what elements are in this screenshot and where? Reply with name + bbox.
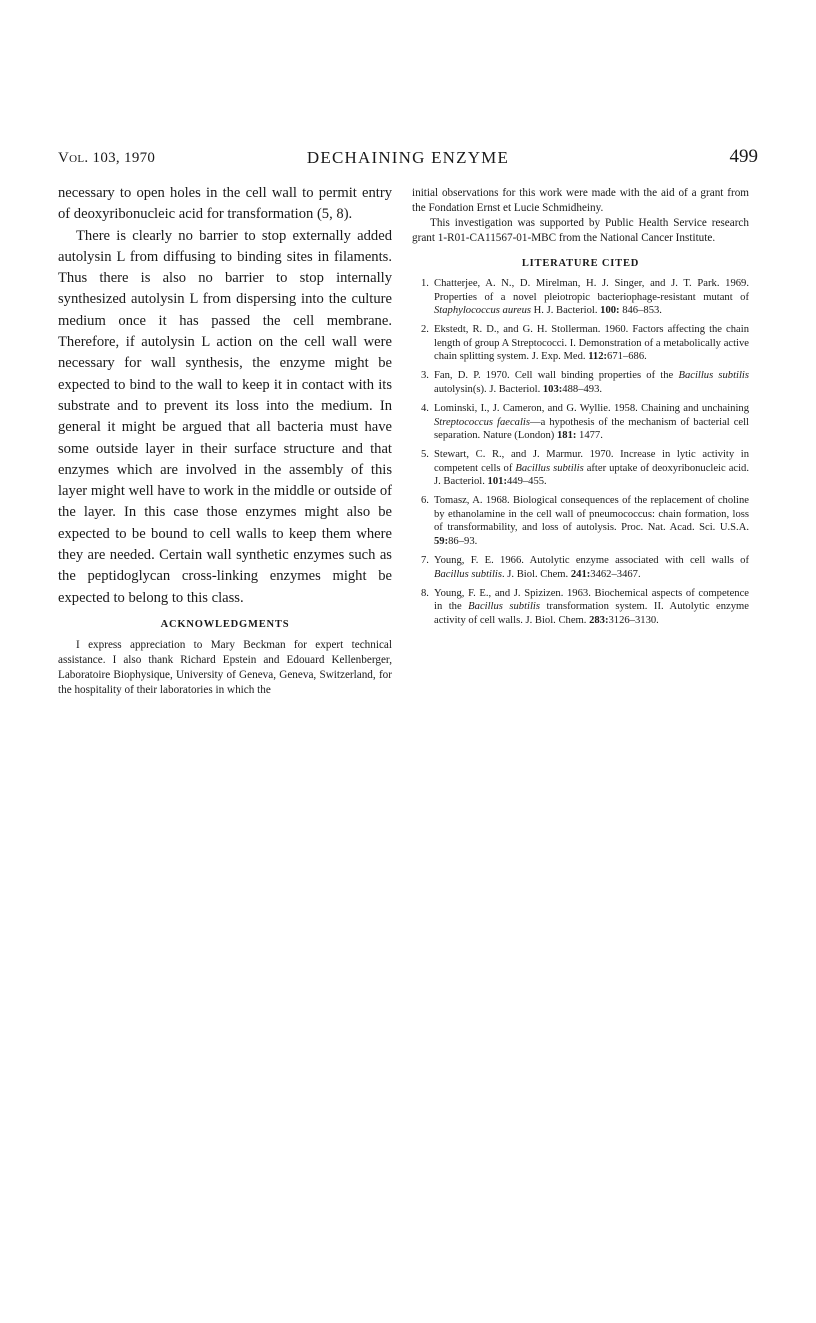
reference-item: 4. Lominski, I., J. Cameron, and G. Wyllie. 1958. Chaining and unchaining Streptococcus faecalis—a hypothesis of the mechanism of bacterial cell separation. Nature (London) 181: 1477. [421, 402, 749, 442]
acknowledgments-text: I express appreciation to Mary Beckman for expert technical assistance. I also thank Richard Epstein and Edouard Kellenberger, Laboratoire Biophysique, University of Geneva, Geneva, Switzerland, for the hospitality of their laboratories in which the [58, 638, 392, 696]
reference-item: 1. Chatterjee, A. N., D. Mirelman, H. J. Singer, and J. T. Park. 1969. Properties of a novel pleiotropic bacteriophage-resistant mutant of Staphylococcus aureus H. J. Bacteriol. 100: 846–853. [421, 278, 749, 317]
running-title: DECHAINING ENZYME [306, 148, 510, 167]
page-number: 499 [729, 146, 758, 167]
acknowledgments-heading: ACKNOWLEDGMENTS [160, 618, 290, 630]
reference-list [412, 277, 749, 627]
reference-item: 6. Tomasz, A. 1968. Biological consequences of the replacement of choline by ethanolamine in the cell wall of pneumococcus: chain formation, loss of transformability, and loss of autolysis. Proc. Nat. Acad. Sci. U.S.A. 59:86–93. [421, 495, 749, 548]
volume-number: 103, 1970 [92, 150, 156, 166]
body-paragraph-2: There is clearly no barrier to stop externally added autolysin L from diffusing to binding sites in filaments. Thus there is also no barrier to stop internally synthesized autolysin L from dispersing into the culture medium once it has passed the cell membrane. Therefore, if autolysin L action on the cell wall were necessary for wall synthesis, the enzyme might be expected to bind to the wall to keep it in contact with its substrate and to prevent its loss into the medium. In general it might be argued that all bacteria must have some outside layer in their surface structure and that enzymes which are involved in the assembly of this layer might well have to work in the middle or outside of the layer. In this case those enzymes might also be expected to be bound to cell walls to keep them where they are needed. Certain wall synthetic enzymes such as the peptidoglycan cross-linking enzymes might be expected to belong to this class. [58, 227, 392, 606]
acknowledgments-continuation: initial observations for this work were made with the aid of a grant from the Fondation Ernst et Lucie Schmidheiny. [412, 187, 749, 214]
reference-item: 5. Stewart, C. R., and J. Marmur. 1970. Increase in lytic activity in competent cells of Bacillus subtilis after uptake of deoxyribonucleic acid. J. Bacteriol. 101:449–455. [421, 449, 749, 488]
volume-label: Vol. [58, 150, 89, 166]
right-column [412, 186, 749, 633]
body-paragraph-1: necessary to open holes in the cell wall to permit entry of deoxyribonucleic acid for transformation (5, 8). [58, 185, 392, 223]
left-column [58, 183, 392, 698]
funding-statement: This investigation was supported by Public Health Service research grant 1-R01-CA11567-01-MBC from the National Cancer Institute. [412, 217, 749, 244]
running-header [58, 146, 758, 170]
literature-cited-heading: LITERATURE CITED [521, 258, 640, 269]
reference-item: 7. Young, F. E. 1966. Autolytic enzyme associated with cell walls of Bacillus subtilis. J. Biol. Chem. 241:3462–3467. [421, 555, 749, 580]
reference-item: 3. Fan, D. P. 1970. Cell wall binding properties of the Bacillus subtilis autolysin(s). J. Bacteriol. 103:488–493. [421, 370, 750, 395]
reference-item: 8. Young, F. E., and J. Spizizen. 1963. Biochemical aspects of competence in the Bacillus subtilis transformation system. II. Autolytic enzyme activity of cell walls. J. Biol. Chem. 283:3126–3130. [421, 587, 749, 626]
reference-item: 2. Ekstedt, R. D., and G. H. Stollerman. 1960. Factors affecting the chain length of group A Streptococci. I. Demonstration of a metabolically active chain splitting system. J. Exp. Med. 112:671–686. [421, 324, 749, 363]
